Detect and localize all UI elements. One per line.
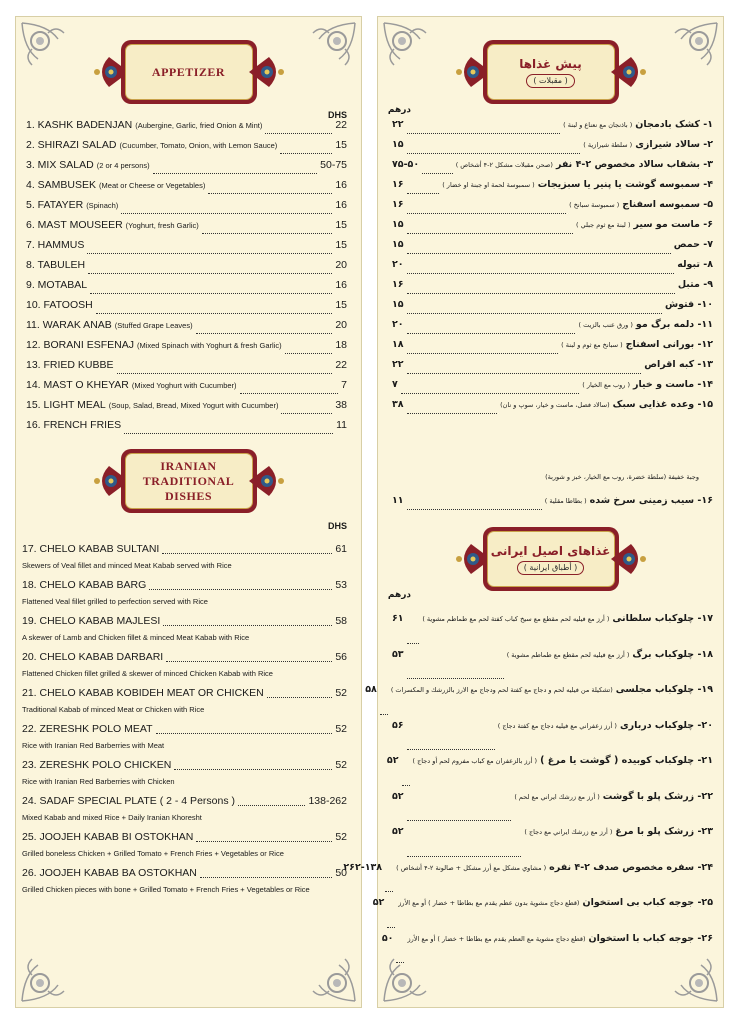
item-price: ۵۳: [392, 648, 404, 660]
leader-dots: [401, 393, 579, 394]
item-description: ( سمبوسة سبانخ ): [569, 201, 620, 209]
appetizer-banner: [453, 40, 649, 104]
item-price: 16: [335, 279, 347, 291]
currency-label: درهم: [387, 104, 411, 114]
item-description: (Mixed Yoghurt with Cucumber): [131, 381, 237, 390]
leader-dots: [149, 589, 332, 590]
traditional-dish-list: [343, 613, 713, 968]
leader-dots: [407, 353, 559, 354]
menu-item: [392, 219, 713, 239]
menu-item: [26, 279, 347, 299]
item-price: ۱۶: [392, 179, 404, 190]
item-price: ۲۰: [392, 319, 404, 330]
item-description: (Aubergine, Garlic, fried Onion & Mint): [135, 121, 263, 130]
menu-item: [26, 199, 347, 219]
leader-dots: [200, 877, 332, 878]
ornament-wing-icon: [611, 53, 649, 91]
item-price: ۱۵: [392, 139, 404, 150]
item-name: ۸- تبوله: [677, 259, 713, 270]
leader-dots: [163, 625, 332, 626]
item-name: ۲- سالاد شیرازی: [635, 139, 713, 150]
leader-dots: [265, 133, 332, 134]
item-description: ( باذنجان مع نعناع و لبنة ): [563, 121, 633, 129]
light-meal-description: وجبة خفیفة (سلطة خضرة، روب مع الخیار، خبز و شوربة): [545, 473, 699, 481]
leader-dots: [407, 413, 497, 414]
item-name: 19. CHELO KABAB MAJLESI: [22, 615, 161, 627]
item-name: 13. FRIED KUBBE: [26, 359, 114, 371]
menu-item: [392, 359, 713, 379]
leader-dots: [407, 133, 561, 134]
item-price: ۶۱: [392, 613, 404, 624]
menu-item: [26, 339, 347, 359]
menu-item: [26, 259, 347, 279]
item-name: ۲۱- چلوکباب کوبیده ( گوشت یا مرغ ): [540, 755, 713, 766]
menu-item: [22, 615, 347, 631]
menu-item: [26, 319, 347, 339]
item-price: 11: [336, 419, 347, 431]
menu-item: [381, 932, 713, 969]
item-price: ۷۵-۵۰: [392, 159, 420, 170]
leader-dots: [96, 313, 333, 314]
leader-dots: [407, 293, 675, 294]
leader-dots: [407, 820, 512, 821]
currency-label: درهم: [387, 589, 411, 599]
item-price: 7: [341, 379, 347, 391]
menu-item: [26, 379, 347, 399]
menu-item: [22, 723, 347, 739]
leader-dots: [90, 293, 332, 294]
item-description: (2 or 4 persons): [96, 161, 150, 170]
item-name: 24. SADAF SPECIAL PLATE ( 2 - 4 Persons ): [22, 795, 235, 807]
menu-item: [22, 687, 347, 703]
item-price: ۱۵: [392, 219, 404, 230]
item-price: 52: [335, 687, 347, 699]
menu-item: [392, 339, 713, 359]
item-description: (Meat or Cheese or Vegetables): [99, 181, 206, 190]
leader-dots: [407, 373, 642, 374]
leader-dots: [202, 233, 333, 234]
menu-item: [365, 684, 713, 720]
leader-dots: [196, 333, 333, 334]
item-name: ۴- سمبوسه گوشت یا پنیر یا سبزیجات: [537, 179, 713, 190]
item-price: 22: [335, 359, 347, 371]
item-price: ۲۲: [392, 359, 404, 370]
item-description: Grilled boneless Chicken + Grilled Tomato + French Fries + Vegetables or Rice: [22, 849, 284, 858]
item-description: (قطع دجاج مشویة بدون عظم یقدم مع بطاطا + خضار ) أو مع الأرز: [398, 899, 580, 907]
item-description: A skewer of Lamb and Chicken fillet & minced Meat Kabab with Rice: [22, 633, 250, 642]
item-name: 20. CHELO KABAB DARBARI: [22, 651, 164, 663]
menu-item: [392, 319, 713, 339]
currency-label: DHS: [327, 110, 347, 120]
item-name: 17. CHELO KABAB SULTANI: [22, 543, 160, 555]
menu-item: [22, 543, 347, 559]
menu-item: [392, 259, 713, 279]
item-price: ۵۲: [392, 790, 404, 802]
appetizer-subtitle: ( مقبلات ): [526, 74, 574, 88]
leader-dots: [281, 413, 332, 414]
item-price: 38: [335, 399, 347, 411]
appetizer-title: APPETIZER: [151, 64, 226, 79]
item-description: Rice with Iranian Red Barberries with Chicken: [22, 777, 175, 786]
item-price: 20: [335, 259, 347, 271]
menu-item: [372, 897, 713, 933]
item-name: 25. JOOJEH KABAB BI OSTOKHAN: [22, 831, 194, 843]
item-price: ۵۲: [392, 826, 404, 837]
leader-dots: [402, 785, 410, 786]
leader-dots: [240, 393, 339, 394]
item-price: 16: [335, 179, 347, 191]
leader-dots: [407, 333, 576, 334]
traditional-subtitle: ( أطباق ایرانیة ): [517, 561, 585, 575]
item-name: ۱۳- کبه اقراص: [644, 359, 713, 370]
leader-dots: [407, 153, 581, 154]
leader-dots: [117, 373, 333, 374]
menu-item: [22, 867, 347, 883]
item-description: ( روب مع الخیار ): [582, 381, 630, 389]
leader-dots: [121, 213, 332, 214]
menu-item: [392, 613, 713, 649]
item-price: 52: [335, 759, 347, 771]
item-name: 26. JOOJEH KABAB BA OSTOKHAN: [22, 867, 197, 879]
menu-item: [392, 139, 713, 159]
item-description: ( ورق عنب بالزیت ): [578, 321, 633, 329]
appetizer-list: [392, 495, 713, 515]
leader-dots: [407, 509, 542, 510]
leader-dots: [407, 678, 504, 679]
item-price: ۵۸: [365, 684, 377, 695]
leader-dots: [422, 173, 453, 174]
item-description: (Yoghurt, fresh Garlic): [125, 221, 199, 230]
item-name: 2. SHIRAZI SALAD: [26, 139, 117, 151]
item-price: 52: [335, 831, 347, 843]
item-name: ۱۱- دلمه برگ مو: [635, 319, 713, 330]
appetizer-list: [392, 119, 713, 419]
item-name: ۲۳- زرشک پلو با مرغ: [615, 826, 713, 837]
item-description: (سالاد فصل، ماست و خیار، سوپ و نان): [500, 401, 610, 409]
leader-dots: [88, 273, 332, 274]
item-price: ۱۶: [392, 199, 404, 210]
item-description: Rice with Iranian Red Barberries with Meat: [22, 741, 165, 750]
menu-item: [392, 720, 713, 756]
item-name: 6. MAST MOUSEER: [26, 219, 123, 231]
item-price: 50: [335, 867, 347, 879]
leader-dots: [407, 273, 675, 274]
item-description: ( بطاطا مقلیة ): [544, 497, 587, 505]
leader-dots: [153, 173, 317, 174]
menu-item: [392, 379, 713, 399]
menu-item: [22, 795, 347, 811]
menu-item: [22, 579, 347, 595]
leader-dots: [208, 193, 332, 194]
item-name: ۷- حمص: [673, 239, 713, 250]
item-name: 4. SAMBUSEK: [26, 179, 97, 191]
item-name: ۱۰- فتوش: [664, 299, 713, 310]
ornament-corner-icon: [18, 945, 78, 1005]
item-price: ۱۶: [392, 279, 404, 290]
item-price: 58: [335, 615, 347, 627]
menu-item: [392, 119, 713, 139]
item-price: ۵۶: [392, 719, 404, 731]
item-price: 15: [335, 239, 347, 251]
currency-label: DHS: [327, 521, 347, 531]
item-description: ( أرز بالزعفران مع کباب مفروم لحم أو دجاج ): [412, 757, 538, 765]
item-price: ۱۸: [392, 339, 404, 350]
item-name: ۱۵- وعده غذایی سبک: [612, 399, 713, 410]
item-description: ( أرز مع زرشك ایراني مع لحم ): [514, 792, 600, 801]
item-name: ۲۵- جوجه کباب بی استخوان: [582, 897, 713, 908]
item-price: 15: [335, 139, 347, 151]
leader-dots: [280, 153, 332, 154]
item-price: ۵۲: [372, 897, 385, 908]
item-name: 5. FATAYER: [26, 199, 84, 211]
item-description: Grilled Chicken pieces with bone + Grilled Tomato + French Fries + Vegetables or Rice: [22, 885, 310, 894]
item-name: 12. BORANI ESFENAJ: [26, 339, 134, 351]
leader-dots: [166, 661, 332, 662]
item-price: ۲۰: [392, 259, 404, 270]
leader-dots: [156, 733, 333, 734]
traditional-banner: [453, 527, 649, 591]
leader-dots: [267, 697, 333, 698]
item-price: ۱۵: [392, 299, 404, 310]
leader-dots: [238, 805, 305, 806]
item-price: 16: [335, 199, 347, 211]
menu-item: [392, 495, 713, 515]
leader-dots: [407, 313, 662, 314]
ornament-wing-icon: [611, 540, 649, 578]
leader-dots: [174, 769, 332, 770]
menu-page-english: [15, 16, 362, 1008]
item-price: ۲۲: [392, 119, 404, 130]
item-price: 15: [335, 299, 347, 311]
item-name: 18. CHELO KABAB BARG: [22, 579, 147, 591]
menu-item: [26, 419, 347, 439]
menu-item: [26, 119, 347, 139]
item-name: ۲۴- سفره مخصوص صدف ۲-۴ نفره: [549, 861, 713, 873]
item-name: ۲۰- چلوکباب درباری: [619, 719, 713, 731]
item-name: ۱۸- چلوکباب برگ: [632, 648, 713, 660]
menu-item: [392, 199, 713, 219]
menu-item: [392, 179, 713, 199]
ornament-corner-icon: [299, 19, 359, 79]
leader-dots: [396, 962, 404, 963]
menu-item: [26, 399, 347, 419]
item-description: (قطع دجاج مشویة مع العظم یقدم مع بطاطا + خضار ) أو مع الأرز: [407, 934, 586, 943]
item-description: ( مشاوي مشکل مع أرز مشکل + صالونة ۲-۴ أشخاص ): [396, 863, 547, 872]
item-description: (صحن مقبلات مشکل ۲-۴ أشخاص ): [455, 161, 553, 169]
item-name: ۳- بشقاب سالاد مخصوص ۲-۴ نفر: [555, 159, 713, 170]
item-price: ۱۱: [392, 495, 404, 506]
ornament-wing-icon: [249, 53, 287, 91]
item-name: 15. LIGHT MEAL: [26, 399, 106, 411]
item-name: ۹- متبل: [677, 279, 713, 290]
item-name: 16. FRENCH FRIES: [26, 419, 122, 431]
menu-item: [26, 239, 347, 259]
menu-item: [392, 399, 713, 419]
menu-item: [22, 831, 347, 847]
leader-dots: [407, 643, 420, 644]
item-name: 8. TABULEH: [26, 259, 86, 271]
item-name: 7. HAMMUS: [26, 239, 85, 251]
item-description: ( سبانخ مع ثوم و لبنة ): [561, 341, 623, 349]
menu-item: [392, 826, 713, 862]
menu-item: [26, 179, 347, 199]
menu-item: [26, 359, 347, 379]
item-description: (Cucumber, Tomato, Onion, with Lemon Sauce): [119, 141, 278, 150]
item-description: Traditional Kabab of minced Meat or Chicken with Rice: [22, 705, 205, 714]
menu-item: [26, 219, 347, 239]
leader-dots: [407, 749, 495, 750]
leader-dots: [162, 553, 332, 554]
item-price: 18: [335, 339, 347, 351]
menu-item: [22, 651, 347, 667]
leader-dots: [407, 213, 567, 214]
item-name: 23. ZERESHK POLO CHICKEN: [22, 759, 172, 771]
leader-dots: [285, 353, 333, 354]
menu-item: [392, 791, 713, 827]
item-name: 11. WARAK ANAB: [26, 319, 112, 331]
menu-item: [26, 159, 347, 179]
item-name: ۱۲- بورانی اسفناج: [625, 339, 713, 350]
leader-dots: [87, 253, 332, 254]
traditional-title-line2: TRADITIONAL: [142, 473, 235, 488]
item-name: ۶- ماست مو سیر: [633, 219, 713, 230]
item-name: ۱۴- ماست و خیار: [633, 379, 713, 390]
item-description: ( سمبوسة لحمة او جبنة او خضار ): [442, 181, 535, 189]
leader-dots: [407, 233, 573, 234]
item-name: ۱- کشک بادمجان: [635, 119, 713, 130]
traditional-title-line1: IRANIAN: [160, 458, 217, 473]
leader-dots: [385, 891, 393, 892]
leader-dots: [196, 841, 332, 842]
item-price: 138-262: [308, 795, 347, 807]
leader-dots: [387, 927, 395, 928]
menu-item: [392, 299, 713, 319]
leader-dots: [407, 193, 440, 194]
traditional-title-line3: DISHES: [164, 488, 213, 503]
item-description: Mixed Kabab and mixed Rice + Daily Iranian Khoresht: [22, 813, 202, 822]
leader-dots: [407, 253, 671, 254]
menu-item: [343, 861, 713, 898]
item-description: ( أرز مع زرشك ایراني مع دجاج ): [524, 828, 613, 836]
traditional-banner: [91, 449, 287, 513]
item-description: Flattened Chicken fillet grilled & skewer of minced Chicken Kabab with Rice: [22, 669, 273, 678]
traditional-title: غذاهای اصیل ایرانی: [490, 544, 611, 558]
appetizer-list: [26, 119, 347, 439]
ornament-corner-icon: [299, 945, 359, 1005]
item-name: ۲۶- جوجه کباب با استخوان: [588, 932, 713, 944]
leader-dots: [124, 433, 333, 434]
ornament-wing-icon: [249, 462, 287, 500]
ornament-corner-icon: [18, 19, 78, 79]
menu-item: [386, 755, 713, 791]
menu-item: [392, 159, 713, 179]
item-name: 3. MIX SALAD: [26, 159, 94, 171]
item-description: ( أرز مع فیلیه لحم مقطع مع سیخ کباب کفتة لحم مع طماطم مشویة ): [422, 615, 610, 623]
item-description: (Mixed Spinach with Yoghurt & fresh Garlic): [136, 341, 282, 350]
appetizer-title: پیش غذاها: [519, 57, 582, 71]
item-description: ( سلطة شیرازیة ): [583, 141, 633, 149]
item-description: (Spinach): [86, 201, 119, 210]
item-price: ۳۸: [392, 399, 404, 410]
item-description: ( أرز زعفراني مع فیلیه دجاج مع کفتة دجاج ): [497, 721, 617, 730]
ornament-corner-icon: [661, 19, 721, 79]
item-name: 10. FATOOSH: [26, 299, 93, 311]
item-name: ۵- سمبوسه اسفناج: [622, 199, 713, 210]
leader-dots: [380, 714, 388, 715]
item-price: 20: [335, 319, 347, 331]
menu-item: [392, 649, 713, 685]
item-name: ۲۲- زرشک پلو با گوشت: [602, 790, 713, 802]
item-price: ۲۶۲-۱۳۸: [343, 861, 383, 873]
item-description: (Soup, Salad, Bread, Mixed Yogurt with Cucumber): [108, 401, 279, 410]
item-description: (تشکیلة من فیلیه لحم و دجاج مع کفتة لحم ودجاج مع الارز بالزرشك و المکسرات ): [390, 686, 613, 694]
item-price: 56: [335, 651, 347, 663]
ornament-corner-icon: [380, 19, 440, 79]
item-price: ۱۵: [392, 239, 404, 250]
item-price: 50-75: [320, 159, 347, 171]
menu-item: [392, 239, 713, 259]
item-price: 53: [335, 579, 347, 591]
item-name: 1. KASHK BADENJAN: [26, 119, 133, 131]
item-description: ( لبنة مع ثوم جبلي ): [576, 221, 631, 229]
item-price: 15: [335, 219, 347, 231]
menu-item: [26, 299, 347, 319]
menu-item: [22, 759, 347, 775]
item-description: ( أرز مع فیلیه لحم مقطع مع طماطم مشویة ): [506, 650, 630, 659]
item-price: 22: [335, 119, 347, 131]
menu-item: [26, 139, 347, 159]
item-name: 14. MAST O KHEYAR: [26, 379, 129, 391]
item-description: Skewers of Veal fillet and minced Meat Kabab served with Rice: [22, 561, 232, 570]
item-description: Flattened Veal fillet grilled to perfection served with Rice: [22, 597, 208, 606]
item-description: (Stuffed Grape Leaves): [114, 321, 193, 330]
traditional-dish-list: [22, 543, 347, 903]
item-price: 52: [335, 723, 347, 735]
item-name: ۱۹- چلوکباب مجلسی: [615, 684, 713, 695]
item-price: 61: [335, 543, 347, 555]
item-name: ۱۶- سیب زمینی سرخ شده: [589, 495, 713, 506]
item-price: ۵۰: [381, 932, 394, 944]
item-name: ۱۷- چلوکباب سلطانی: [612, 613, 713, 624]
item-price: ۷: [392, 379, 398, 390]
menu-page-arabic-persian: [343, 16, 724, 1008]
item-price: ۵۲: [386, 755, 399, 766]
leader-dots: [407, 856, 522, 857]
menu-item: [392, 279, 713, 299]
item-name: 22. ZERESHK POLO MEAT: [22, 723, 153, 735]
appetizer-banner: [91, 40, 287, 104]
item-name: 21. CHELO KABAB KOBIDEH MEAT OR CHICKEN: [22, 687, 264, 699]
item-name: 9. MOTABAL: [26, 279, 88, 291]
